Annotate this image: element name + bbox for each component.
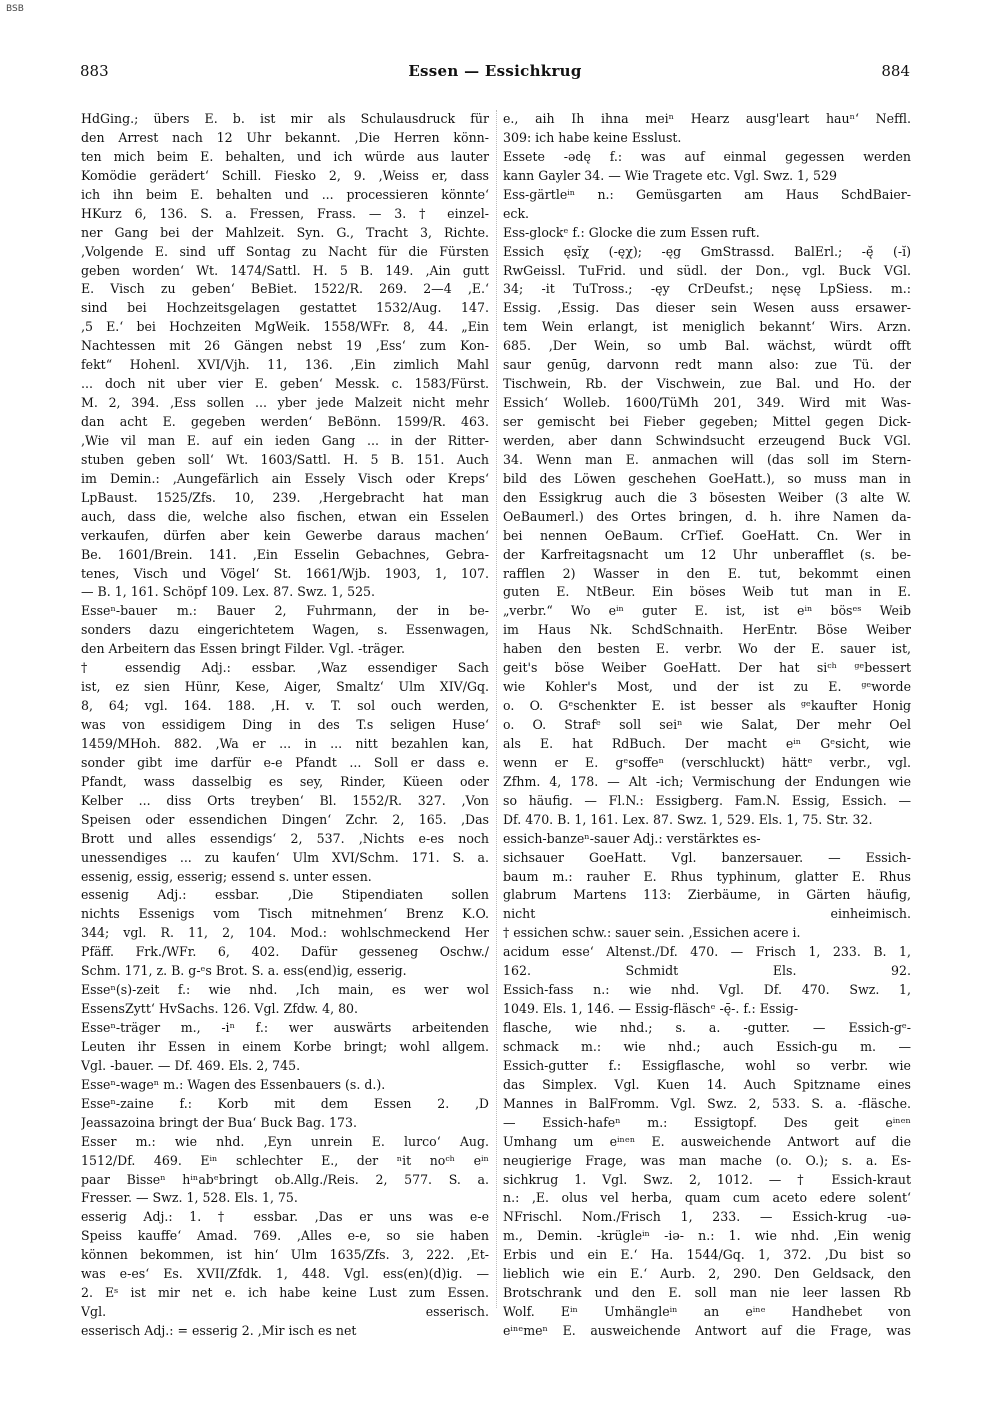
text-line: ist, ez sien Hünr, Kese, Aiger, Smaltz‘ Ulm XIV/Gq. bbox=[81, 679, 489, 695]
page-header bbox=[80, 62, 910, 88]
text-line: rafflen 2) Wasser in den E. tut, bekommt einen bbox=[503, 565, 911, 581]
text-line: den Arrest nach 12 Uhr bekannt. ‚Die Herren könn- bbox=[81, 129, 489, 145]
text-line: fekt“ Hohenl. XVI/Vjh. 11, 136. ‚Ein zimlich Mahl bbox=[81, 357, 489, 373]
text-line: Ess-gärtleⁱⁿ n.: Gemüsgarten am Haus SchdBaier- bbox=[503, 186, 911, 202]
text-line: wenn er E. gᵉsoffeⁿ (verschluckt) hättᵉ verbr., vgl. bbox=[503, 754, 911, 770]
text-line: können bekommen, ist hin‘ Ulm 1635/Zfs. 3, 222. ‚Et- bbox=[81, 1247, 489, 1263]
text-line: 162. Schmidt Els. 92. bbox=[503, 963, 911, 979]
text-line: ‚Wie vil man E. auf ein ieden Gang ... in der Ritter- bbox=[81, 432, 489, 448]
text-line: wie Kohler's Most, und der ist zu E. ᵍᵉworde bbox=[503, 679, 911, 695]
text-line: acidum esse‘ Altenst./Df. 470. — Frisch 1, 233. B. 1, bbox=[503, 944, 911, 960]
text-line: dan acht E. gegeben werden‘ BeBönn. 1599/R. 463. bbox=[81, 414, 489, 429]
text-line: Essich‘ Wolleb. 1600/TüMh 201, 349. Wird mit Was- bbox=[503, 395, 911, 411]
text-line: Zfhm. 4, 178. — Alt -ich; Vermischung der Endungen wie bbox=[503, 773, 911, 789]
text-line: Nachtessen mit 26 Gängen nebst 19 ‚Ess‘ zum Kon- bbox=[81, 338, 489, 354]
text-line: o. O. Strafᵉ soll seiⁿ wie Salat, Der mehr Oel bbox=[503, 717, 911, 732]
text-line: E. Visch zu geben‘ BeBiet. 1522/R. 269. 2—4 ‚E.‘ bbox=[81, 281, 489, 297]
text-line: den Essigkrug auch die 3 bösesten Weiber (3 alte W. bbox=[503, 489, 911, 505]
text-line: kann Gayler 34. — Wie Tragete etc. Vgl. Swz. 1, 529 bbox=[503, 167, 837, 183]
text-line: 1512/Df. 469. Eⁱⁿ schlechter E., der ⁿit noᶜʰ eⁱⁿ bbox=[81, 1152, 489, 1168]
text-line: Vgl. -bauer. — Df. 469. Els. 2, 745. bbox=[81, 1057, 301, 1073]
text-line: Esser m.: wie nhd. ‚Eyn unrein E. lurco‘ Aug. bbox=[81, 1133, 489, 1149]
text-line: geit's böse Weiber GoeHatt. Der hat siᶜʰ ᵍᵉbessert bbox=[503, 660, 911, 676]
text-line: sonders dazu eingerichtetem Wagen, s. Essenwagen, bbox=[81, 622, 489, 638]
text-line: Esseⁿ-zaine f.: Korb mit dem Essen 2. ‚D bbox=[81, 1095, 489, 1111]
text-line: Be. 1601/Brein. 141. ‚Ein Esselin Gebachnes, Gebra- bbox=[81, 546, 489, 562]
text-line: Schm. 171, z. B. g-ᵉs Brot. S. a. ess(end)ig, esserig. bbox=[81, 963, 407, 979]
text-line: was e-es‘ Es. XVII/Zfdk. 1, 448. Vgl. ess(en)(d)ig. — bbox=[81, 1266, 489, 1282]
text-line: Speisen oder essendichen Dingen‘ Zchr. 2, 165. ‚Das bbox=[81, 811, 489, 827]
text-line: Vgl. esserisch. bbox=[81, 1304, 489, 1320]
library-watermark: BSB bbox=[6, 4, 24, 14]
text-line: sind bei Hochzeitsgelagen gestattet 1532/Aug. 147. bbox=[81, 300, 489, 316]
text-line: Umhang um eⁱⁿᵉⁿ E. ausweichende Antwort auf die bbox=[503, 1133, 911, 1149]
text-line: Leuten ihr Essen in einem Korbe bringt; wohl allgem. bbox=[81, 1038, 489, 1054]
text-line: den Arbeitern das Essen bringt Filder. Vgl. -träger. bbox=[81, 641, 405, 657]
text-line: essenig, essig, esserig; essend s. unter essen. bbox=[81, 868, 372, 884]
left-column bbox=[81, 110, 489, 1341]
text-line: flasche, wie nhd.; s. a. -gutter. — Essich-gᵉ- bbox=[503, 1020, 911, 1035]
text-line: ich ihn beim E. behalten und ... processieren könnte‘ bbox=[81, 186, 489, 202]
text-line: Kelber ... diss Orts treyben‘ Bl. 1552/R. 327. ‚Von bbox=[81, 792, 489, 808]
text-line: baum m.: rauher E. Rhus typhinum, glatter E. Rhus bbox=[503, 868, 911, 884]
text-line: Essete -ədę f.: was auf einmal gegessen werden bbox=[503, 148, 911, 164]
text-line: Df. 470. B. 1, 161. Lex. 87. Swz. 1, 529. Els. 1, 75. Str. 32. bbox=[503, 811, 873, 827]
text-line: Speiss kauffe‘ Amad. 769. ‚Alles e-e, so sie haben bbox=[81, 1228, 489, 1244]
text-line: 309: ich habe keine Esslust. bbox=[503, 129, 682, 145]
text-line: — B. 1, 161. Schöpf 109. Lex. 87. Swz. 1, 525. bbox=[81, 584, 376, 600]
text-line: esserig Adj.: 1. † essbar. ‚Das er uns was e-e bbox=[81, 1209, 489, 1225]
page-number-right: 884 bbox=[881, 62, 910, 80]
text-line: eck. bbox=[503, 205, 530, 221]
text-line: essenig Adj.: essbar. ‚Die Stipendiaten sollen bbox=[81, 887, 489, 903]
text-line: Jeassazoina bringt der Bua‘ Buck Bag. 173. bbox=[81, 1114, 357, 1130]
text-line: ten mich beim E. behalten, und ich würde aus lauter bbox=[81, 148, 489, 164]
text-line: 8, 64; vgl. 164. 188. ‚H. v. T. sol ouch werden, bbox=[81, 698, 489, 714]
text-line: nicht einheimisch. bbox=[503, 906, 911, 922]
text-line: — Essich-hafeⁿ m.: Essigtopf. Des geit eⁱⁿᵉⁿ bbox=[503, 1114, 911, 1130]
text-line: ‚5 E.‘ bei Hochzeiten MgWeik. 1558/WFr. 8, 44. „Ein bbox=[81, 319, 489, 335]
text-line: schmack m.: wie nhd.; auch Essich-gu m. — bbox=[503, 1038, 911, 1054]
text-line: bild des Löwen geschehen GoeHatt.), so muss man in bbox=[503, 470, 911, 486]
text-line: 1459/MHoh. 882. ‚Wa er ... in ... nitt bezahlen kan, bbox=[81, 735, 489, 751]
text-line: Tischwein, Rb. der Vischwein, zue Bal. und Ho. der bbox=[503, 376, 911, 392]
text-line: sonder gibt ime darfür e-e Pfandt ... Soll er dass e. bbox=[81, 754, 489, 770]
text-line: m., Demin. -krügleⁱⁿ -iə- n.: 1. wie nhd. ‚Ein wenig bbox=[503, 1228, 911, 1244]
text-line: Pfäff. Frk./WFr. 6, 402. Dafür gesseneg Oschw./ bbox=[81, 944, 489, 960]
text-line: bei nennen OeBaum. CrTief. GoeHatt. Cn. Wer in bbox=[503, 527, 911, 543]
text-line: guten E. NtBeur. Ein böses Weib tut man in E. bbox=[503, 584, 911, 600]
text-line: Brotschrank und den E. soll man nie leer lassen Rb bbox=[503, 1285, 911, 1301]
text-line: ser gemischt bei Fieber gegeben; Mittel gegen Dick- bbox=[503, 414, 911, 429]
text-line: Essich-gutter f.: Essigflasche, wohl so verbr. wie bbox=[503, 1057, 911, 1073]
text-line: das Simplex. Vgl. Kuen 14. Auch Spitzname eines bbox=[503, 1076, 911, 1092]
text-line: n.: ‚E. olus vel herba, quam cum aceto edere solent‘ bbox=[503, 1190, 911, 1206]
text-line: im Demin.: ‚Aungefärlich ain Essely Visch oder Kreps‘ bbox=[81, 470, 489, 486]
text-line: 344; vgl. R. 11, 2, 104. Mod.: wohlschmeckend Her bbox=[81, 925, 489, 941]
text-line: glabrum Martens 113: Zierbäume, in Gärten häufig, bbox=[503, 887, 911, 903]
text-line: Esseⁿ-wageⁿ m.: Wagen des Essenbauers (s. d.). bbox=[81, 1076, 386, 1092]
text-line: verkaufen, dürfen aber kein Gewerbe daraus machen‘ bbox=[81, 527, 489, 543]
text-line: eⁱⁿᵉmeⁿ E. ausweichende Antwort auf die Frage, was bbox=[503, 1323, 911, 1338]
text-line: o. O. Gᵉschenkter E. ist besser als ᵍᵉkaufter Honig bbox=[503, 698, 911, 714]
text-line: 1049. Els. 1, 146. — Essig-fläschᵉ -ę̄-. f.: Essig- bbox=[503, 1001, 799, 1017]
text-line: unessendiges ... zu kaufen‘ Ulm XVI/Schm. 171. S. a. bbox=[81, 849, 489, 865]
text-line: tenes, Visch und Vögel‘ St. 1661/Wjb. 1903, 1, 107. bbox=[81, 565, 489, 581]
text-line: sichkrug 1. Vgl. Swz. 2, 1012. — † Essich-kraut bbox=[503, 1171, 911, 1187]
text-line: Essig. ‚Essig. Das dieser sein Wesen auss ersawer- bbox=[503, 300, 911, 316]
text-line: geben worden‘ Wt. 1474/Sattl. H. 5 B. 149. ‚Ain gutt bbox=[81, 262, 489, 278]
text-line: HKurz 6, 136. S. a. Fressen, Frass. — 3. † einzel- bbox=[81, 205, 489, 221]
text-line: Esseⁿ-träger m., -iⁿ f.: wer auswärts arbeitenden bbox=[81, 1020, 489, 1035]
text-line: † essichen schw.: sauer sein. ‚Essichen acere i. bbox=[503, 925, 801, 941]
column-divider bbox=[496, 110, 497, 1308]
text-line: Esseⁿ(s)-zeit f.: wie nhd. ‚Ich main, es wer wol bbox=[81, 982, 489, 998]
text-line: ... doch nit uber vier E. geben‘ Messk. c. 1583/Fürst. bbox=[81, 376, 489, 392]
text-line: Pfandt, wass dasselbig es sey, Rinder, Küeen oder bbox=[81, 773, 489, 789]
text-line: Mannes in BalFromm. Vgl. Swz. 2, 533. S. a. -fläsche. bbox=[503, 1095, 911, 1111]
text-line: paar Bisseⁿ hⁱⁿabᵉbringt ob.Allg./Reis. 2, 577. S. a. bbox=[81, 1171, 489, 1187]
text-line: M. 2, 394. ‚Ess sollen ... yber jede Malzeit nicht mehr bbox=[81, 395, 489, 411]
right-column bbox=[503, 110, 911, 1341]
text-line: esserisch Adj.: = esserig 2. ‚Mir isch es net bbox=[81, 1323, 357, 1338]
text-line: LpBaust. 1525/Zfs. 10, 239. ‚Hergebracht hat man bbox=[81, 489, 489, 505]
text-line: lieblich wie ein E.‘ Aurb. 2, 290. Den Geldsack, den bbox=[503, 1266, 911, 1282]
text-line: nichts Essenigs vom Tisch mitnehmen‘ Brenz K.O. bbox=[81, 906, 489, 922]
text-line: neugierige Frage, was man mache (o. O.); s. a. Es- bbox=[503, 1152, 911, 1168]
text-line: ner Gang bei der Mahlzeit. Syn. G., Tracht 3, Richte. bbox=[81, 224, 489, 240]
text-line: stuben geben soll‘ Wt. 1603/Sattl. H. 5 B. 151. Auch bbox=[81, 451, 489, 467]
text-line: HdGing.; übers E. b. ist mir als Schulausdruck für bbox=[81, 111, 489, 126]
text-line: der Karfreitagsnacht um 12 Uhr unberafflet (s. be- bbox=[503, 546, 911, 562]
text-line: OeBaumerl.) des Ortes bringen, d. h. ihre Namen da- bbox=[503, 508, 911, 524]
text-line: Essich-fass n.: wie nhd. Vgl. Df. 470. Swz. 1, bbox=[503, 982, 911, 998]
text-line: so häufig. — Fl.N.: Essigberg. Fam.N. Essig, Essich. — bbox=[503, 792, 911, 808]
text-line: tem Wein erlangt, ist meniglich bekannt‘ Wirs. Arzn. bbox=[503, 319, 911, 335]
text-line: 685. ‚Der Wein, so umb Bal. wächst, würdt offt bbox=[503, 338, 911, 354]
text-line: saur genūg, darvonn redt mann also: zue Tü. der bbox=[503, 357, 911, 373]
text-line: essich-banzeⁿ-sauer Adj.: verstärktes es- bbox=[503, 830, 761, 846]
text-line: Komödie gerädert‘ Schill. Fiesko 2, 9. ‚Weiss er, dass bbox=[81, 167, 489, 183]
text-line: „verbr.“ Wo eⁱⁿ guter E. ist, ist eⁱⁿ bösᵉˢ Weib bbox=[503, 603, 911, 619]
page-number-left: 883 bbox=[80, 62, 109, 80]
text-line: RwGeissl. TuFrid. und südl. der Don., vgl. Buck VGl. bbox=[503, 262, 911, 278]
text-line: was von essidigem Ding in des T.s seligen Huse‘ bbox=[81, 717, 489, 732]
text-line: NFrischl. Nom./Frisch 1, 233. — Essich-krug -uə- bbox=[503, 1209, 911, 1225]
text-line: Erbis und ein E.‘ Ha. 1544/Gq. 1, 372. ‚Du bist so bbox=[503, 1247, 911, 1263]
text-line: 34. Wenn man E. anmachen will (das soll im Stern- bbox=[503, 451, 911, 467]
text-line: Fresser. — Swz. 1, 528. Els. 1, 75. bbox=[81, 1190, 298, 1206]
text-line: † essendig Adj.: essbar. ‚Waz essendiger Sach bbox=[81, 660, 489, 676]
text-line: 2. Eˢ ist mir net e. ich habe keine Lust zum Essen. bbox=[81, 1285, 489, 1301]
text-line: auch, dass die, welche also fischen, etwan ein Esselen bbox=[81, 508, 489, 524]
text-line: als E. hat RdBuch. Der macht eⁱⁿ Gᵉsicht, wie bbox=[503, 735, 911, 751]
text-line: e., aih Ih ihna meiⁿ Hearz ausg'leart hauⁿ‘ Neffl. bbox=[503, 111, 911, 126]
text-line: Brott und alles essendigs‘ 2, 537. ‚Nichts e-es noch bbox=[81, 830, 489, 846]
text-line: Ess-glockᵉ f.: Glocke die zum Essen ruft. bbox=[503, 224, 760, 240]
text-line: werden, aber dann Schwindsucht erzeugend Buck VGl. bbox=[503, 432, 911, 448]
text-line: Essich ęsĭχ (-ęχ); -ęg GmStrassd. BalErl.; -ę̆ (-ĭ) bbox=[503, 243, 911, 259]
running-head: Essen — Essichkrug bbox=[408, 62, 582, 80]
text-line: im Haus Nk. SchdSchnaith. HerEntr. Böse Weiber bbox=[503, 622, 911, 638]
text-line: 34; -it TuTross.; -ęy CrDeufst.; nęsę LpSiess. m.: bbox=[503, 281, 911, 297]
text-line: Esseⁿ-bauer m.: Bauer 2, Fuhrmann, der in be- bbox=[81, 603, 489, 619]
text-line: ‚Volgende E. sind uff Sontag zu Nacht für die Fürsten bbox=[81, 243, 489, 259]
text-line: sichsauer GoeHatt. Vgl. banzersauer. — Essich- bbox=[503, 849, 911, 865]
text-line: haben den besten E. verbr. Wo der E. sauer ist, bbox=[503, 641, 911, 657]
text-line: Wolf. Eⁱⁿ Umhängleⁱⁿ an eⁱⁿᵉ Handhebet von bbox=[503, 1304, 911, 1320]
text-line: EssensZytt‘ HvSachs. 126. Vgl. Zfdw. 4, 80. bbox=[81, 1001, 359, 1017]
